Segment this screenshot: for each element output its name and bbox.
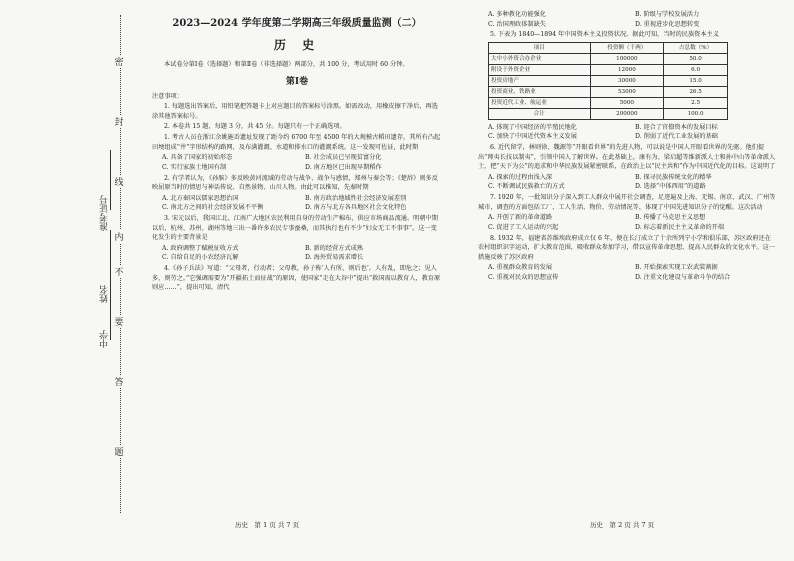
option: A. 北方秦国以儒家思想治国 (162, 194, 239, 202)
question-stem: 6. 近代留学，林则徐、魏源等“开眼看世界”的先进人物，可以说是中国人开眼看世界的先驱。他们提出“师夷长技以制夷”，引领中国人了解世界。在此基础上，康有为、梁启超等维新派人士和孙中山等革命派人士，把“天下为公”的追求和中华民族发展紧密联系，在政治上以“民主共和”作为中国近代化的目标。这说明了 (478, 144, 776, 171)
option: D. 南方地区已出现早期稻作 (305, 163, 382, 171)
option: A. 多种教化功能强化 (488, 11, 546, 18)
option: A. 政府调整了赋税征收方式 (162, 244, 239, 252)
left-page (152, 10, 442, 294)
option: B. 南方政治地域性社会经济发展差别 (305, 194, 407, 202)
seal-dotted-line (120, 15, 122, 513)
option: D. 削弱了近代工业发展的基础 (635, 133, 718, 141)
table-cell: 大中小外资合办企业 (489, 53, 591, 64)
table-header: 项目 (489, 42, 591, 53)
option: B. 探寻民族传统文化的精华 (635, 173, 712, 181)
question-stem: 8. 1932 年，福建省苏维埃政府成立仅 6 年，便在长汀成立了十余所列宁小学和俱乐部，苏区政府还在农村组织识字运动，扩大教育范围，吸收群众参加学习，借以宣传革命思想，提高人民群众的文化水平。这一措施反映了苏区政府 (478, 234, 775, 261)
seal-char: 线 (112, 175, 126, 188)
table-cell: 50.0 (664, 53, 728, 64)
table-cell: 附设于外资企业 (489, 64, 591, 75)
question-stem: 3. 宋元以后，我国江北、江南广大地区农民利用自身的劳动生产棉布，供应市场商品流通。明朝中期以后，杭州、苏州、湖州等地三出一番许多农民专事蚕桑，而其执行也有不少“妇女无工不事事”。这一变化发生的主要背景是 (152, 214, 438, 242)
option: C. 实行家族土地国有制 (162, 163, 227, 171)
table-cell: 投资近代工业、航运业 (489, 97, 591, 108)
subject-title: 历 史 (273, 37, 321, 52)
option: C. 促进了工人运动的兴起 (488, 223, 559, 231)
option: B. 新的经营方式成熟 (305, 244, 363, 252)
table-cell: 5000 (590, 97, 664, 108)
question-options (478, 123, 776, 142)
option: C. 不断调试民族救亡的方式 (488, 183, 565, 191)
table-row (489, 86, 728, 97)
table-cell: 26.5 (664, 86, 728, 97)
option: D. 南方与北方各具地区社会文化特色 (305, 204, 407, 212)
exam-intro: 本试卷分第Ⅰ卷（选择题）和第Ⅱ卷（非选择题）两部分，共 100 分，考试用时 60 分钟。 (164, 61, 409, 69)
seal-char: 答 (112, 375, 126, 388)
option: D. 选择“中体西用”的道路 (635, 183, 706, 191)
option: B. 阶级与学校发展活力 (635, 11, 700, 18)
question-stem: 4.《孙子兵法》写道：“父母者，行动者；父母教，孙子称‘人有所，则后也’。人有乱，即危之；见人多，则劳之。”它强调需要为“开疆拓土而征战”的原因，使国家“走在大谷中”提出“救国需以教育人，教育原则应……”，提出可知，清代 (152, 265, 441, 292)
table-row (489, 97, 728, 108)
notice-item: 1. 每题选出答案后，用铅笔把答题卡上对应题目的答案标号涂黑。如需改动，用橡皮擦干净后，再选涂其他答案标号。 (152, 103, 438, 120)
notice-title: 注意事项： (152, 92, 183, 100)
table-cell: 15.0 (664, 75, 728, 86)
option: A. 具备了国家的初始形态 (162, 154, 233, 162)
table-cell: 53000 (590, 86, 664, 97)
option: B. 迎合了官僚资本的发展目标 (635, 123, 718, 131)
table-row (489, 75, 728, 86)
option: C. 南北方之间的社会经济发展不平衡 (162, 204, 264, 212)
option: D. 注重文化建设与革命斗争的结合 (635, 273, 731, 281)
question-options (478, 213, 776, 232)
question-options (152, 244, 442, 263)
question-options (152, 194, 442, 213)
question-options (152, 153, 442, 172)
page-footer-left: 历史 第 1 页 共 7 页 (235, 521, 300, 529)
table-header: 投资额（千两） (590, 42, 664, 53)
question-stem: 2. 有学者认为，《孙膑》多反映黄河流域的劳动与战争、战争与感情，郑州与秦会等；《楚辞》则多反映屈原当时的情思与神话传说、自然景物、山川人物。由此可以推知，先秦时期 (152, 174, 438, 192)
option: A. 重视群众教育的发展 (488, 264, 553, 272)
notice-item: 2. 本卷共 15 题，每题 3 分，共 45 分。每题只有一个正确选项。 (164, 123, 346, 131)
seal-char: 内 (112, 230, 126, 243)
volume-heading: 第Ⅰ卷 (285, 76, 309, 87)
table-row (489, 108, 728, 119)
seal-char: 题 (112, 445, 126, 458)
option: A. 探索的过程由浅入深 (488, 173, 553, 181)
question-stem: 1. 考古人员在浙江余姚施岙遗址发现了距今约 6700 年至 4500 年的大规模古稻田遗存，其所有凸起田埂组成“井”字形结构的路网，及布满灌溉、水道和排水口的灌溉系统。这一发现可佐证，此时期 (152, 134, 441, 151)
option: C. 加快了中国近代资本主义发展 (488, 133, 577, 141)
table-cell: 12000 (590, 64, 664, 75)
option: A. 开创了新的革命道路 (488, 214, 553, 222)
table-cell: 100000 (590, 53, 664, 64)
exam-number-line (110, 150, 111, 210)
table-cell: 合计 (489, 108, 591, 119)
question-stem: 5. 下表为 1840—1894 年中国资本主义投资状况。据此可知，当时的民族资本主义 (490, 31, 719, 39)
page-footer-right: 历史 第 2 页 共 7 页 (590, 521, 655, 529)
option: C. 治国理政体制缺失 (488, 20, 546, 28)
right-page (478, 10, 776, 283)
binding-strip (78, 15, 138, 513)
investment-table (488, 42, 728, 120)
question-options (478, 263, 776, 282)
option: A. 体现了中国经济的半殖民地化 (488, 123, 577, 131)
school-label: 中学 (100, 330, 110, 348)
table-cell: 200000 (590, 108, 664, 119)
table-row (489, 64, 728, 75)
exam-title: 2023—2024 学年度第二学期高三年级质量监测（二） (172, 18, 422, 29)
exam-number-label: 准考证号 (100, 195, 110, 231)
option: B. 开始探索实现工农武装割据 (635, 264, 718, 272)
question-options (478, 10, 776, 29)
option: B. 传播了马克思主义思想 (635, 214, 706, 222)
option: D. 标志着新民主主义革命的开端 (635, 223, 725, 231)
table-cell: 100.0 (664, 108, 728, 119)
option: D. 海外贸易需求增长 (305, 254, 364, 262)
option: D. 重视进步化思想转变 (635, 20, 700, 28)
table-cell: 6.0 (664, 64, 728, 75)
table-cell: 投资房地产 (489, 75, 591, 86)
table-cell: 投资商业、铁路业 (489, 86, 591, 97)
seal-char: 封 (112, 115, 126, 128)
table-header-row (489, 42, 728, 53)
name-label: 姓名 (100, 285, 110, 303)
table-header: 占总数（%） (664, 42, 728, 53)
option: C. 重视对民众的思想宣传 (488, 273, 559, 281)
seal-char: 密 (112, 55, 126, 68)
table-cell: 30000 (590, 75, 664, 86)
seal-char: 不 (112, 265, 126, 278)
question-stem: 7. 1920 年，一批知识分子深入到工人群众中展开社会调查，足迹遍及上海、无锡、南京、武汉、广州等城市，调查的方面包括工厂、工人生活、物价、劳动情况等，体现了中国先进知识分子的觉醒。这次活动 (478, 194, 776, 211)
question-options (478, 173, 776, 192)
option: C. 自给自足的小农经济瓦解 (162, 254, 239, 262)
option: B. 社会成员已呈现贫富分化 (305, 154, 382, 162)
table-row (489, 53, 728, 64)
seal-char: 要 (112, 315, 126, 328)
table-cell: 2.5 (664, 97, 728, 108)
